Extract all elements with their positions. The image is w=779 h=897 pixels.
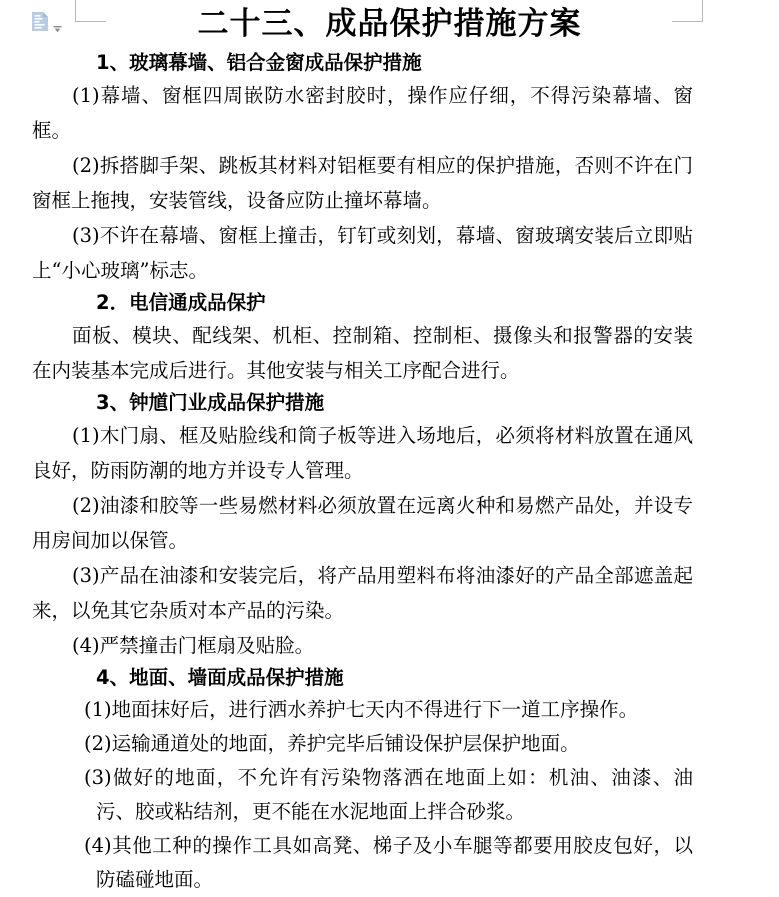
paragraph: (1)木门扇、框及贴脸线和筒子板等进入场地后，必须将材料放置在通风良好，防雨防潮的地方并设专人管理。 — [32, 424, 693, 482]
paragraph: (3)不许在幕墙、窗框上撞击，钉钉或刻划，幕墙、窗玻璃安装后立即贴上“小心玻璃”标志。 — [32, 224, 693, 282]
paragraph: (1)幕墙、窗框四周嵌防水密封胶时，操作应仔细，不得污染幕墙、窗框。 — [32, 84, 693, 142]
paragraph: (4)其他工种的操作工具如高凳、梯子及小车腿等都要用胶皮包好，以防磕碰地面。 — [84, 834, 693, 891]
section-heading-3: 3、钟馗门业成品保护措施 — [96, 391, 325, 414]
paragraph: (4)严禁撞击门框扇及贴脸。 — [72, 634, 315, 657]
paragraph: (3)产品在油漆和安装完后，将产品用塑料布将油漆好的产品全部遮盖起来，以免其它杂质对本产品的污染。 — [32, 564, 693, 622]
paragraph: (3)做好的地面，不允许有污染物落洒在地面上如：机油、油漆、油污、胶或粘结剂，更不能在水泥地面上拌合砂浆。 — [84, 766, 693, 823]
paragraph: 面板、模块、配线架、机柜、控制箱、控制柜、摄像头和报警器的安装在内装基本完成后进行。其他安装与相关工序配合进行。 — [32, 324, 693, 382]
section-heading-2: 2．电信通成品保护 — [96, 291, 266, 314]
section-heading-4: 4、地面、墙面成品保护措施 — [96, 666, 344, 689]
paragraph: (2)运输通道处的地面，养护完毕后铺设保护层保护地面。 — [84, 732, 580, 755]
section-heading-1: 1、玻璃幕墙、铝合金窗成品保护措施 — [96, 51, 422, 74]
paragraph: (1)地面抹好后，进行洒水养护七天内不得进行下一道工序操作。 — [84, 698, 639, 721]
paragraph: (2)油漆和胶等一些易燃材料必须放置在远离火种和易燃产品处，并设专用房间加以保管。 — [32, 494, 693, 552]
paragraph: (2)拆搭脚手架、跳板其材料对铝框要有相应的保护措施，否则不许在门窗框上拖拽，安装管线，设备应防止撞坏幕墙。 — [32, 154, 693, 212]
document-title: 二十三、成品保护措施方案 — [197, 6, 582, 42]
